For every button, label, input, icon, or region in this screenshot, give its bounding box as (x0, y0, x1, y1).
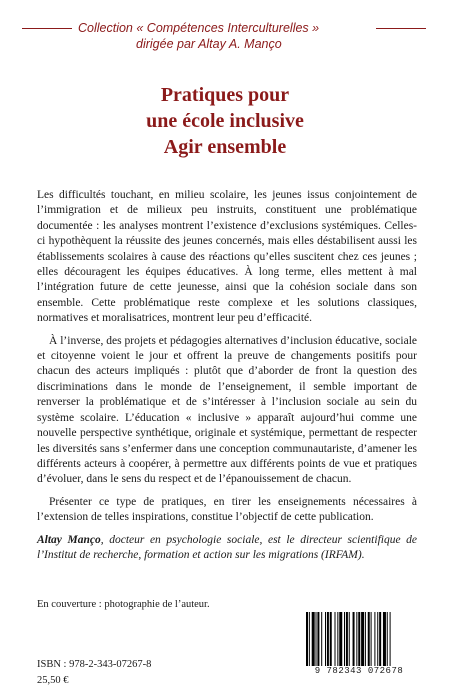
title-line-2: une école inclusive (146, 110, 304, 132)
barcode-bar (312, 612, 315, 666)
barcode-bar (358, 612, 360, 666)
paragraph-1: Les difficultés touchant, en milieu scolaire, les jeunes issus conjointement de l’immigration et de milieux peu instruits, constituent une problématique documentée : les analyses montrent l’existence d’exclusions systémiques. Celles-ci hypothèquent la réussite des jeunes concernés, mais elles déstabilisent aussi les établissements scolaires à cause des réactions qu’elles suscitent chez ces jeunes ; elles découragent les équipes éducatives. À long terme, elles mettent à mal l’intégration future de cette jeunesse, ainsi que la cohésion sociale dans son ensemble. Cette problématique reste complexe et les solutions classiques, normatives et moralisatrices, montrent leur peu d’efficacité. (37, 189, 417, 325)
barcode-bar (316, 612, 317, 666)
barcode-bar (346, 612, 348, 666)
collection-editor: dirigée par Altay A. Manço (136, 37, 282, 51)
barcode-bar (339, 612, 342, 666)
author-description: , docteur en psychologie sociale, est le directeur scientifique de l’Institut de recherche, formation et action sur les migrations (IRFAM). (37, 533, 418, 561)
back-cover-text (37, 188, 417, 570)
barcode-bar (371, 612, 372, 666)
barcode-number: 9 782343 072678 (300, 666, 418, 676)
barcode-bar (361, 612, 364, 666)
paragraph-3: Présenter ce type de pratiques, en tirer les enseignements nécessaires à l’extension de telles inspirations, constitue l’objectif de cette publication. (37, 495, 417, 524)
title-line-3: Agir ensemble (163, 136, 287, 158)
barcode-bar (390, 612, 391, 666)
barcode-bar (327, 612, 329, 666)
barcode-bar (337, 612, 338, 666)
collection-name: Collection « Compétences Interculturelles » (78, 21, 320, 35)
barcode-bar (387, 612, 388, 666)
author-bio (37, 533, 417, 564)
barcode-bar (335, 612, 336, 666)
collection-header (0, 20, 450, 52)
paragraph-2: À l’inverse, des projets et pédagogies alternatives d’inclusion éducative, sociale et citoyenne voient le jour et offrent la preuve de changements positifs pour chacun des acteurs impliqués : plutôt que d’aborder de front la question des discriminations dans le monde de l’enseignement, il semble important de renverser la problématique et de s’intéresser à l’inclusion sociale au sein du système scolaire. L’éducation « inclusive » apparaît aujourd’hui comme une nouvelle perspective synthétique, originale et systémique, permettant de respecter les diversités sans s’enfermer dans une conception communautariste, d’amener les différents acteurs à coopérer, à permettre aux différents points de vue et pratiques d’évoluer, dans le sens du respect et de l’épanouissement de chacun. (37, 334, 417, 486)
price: 25,50 € (37, 675, 69, 686)
barcode-bar (374, 612, 375, 666)
barcode-bar (383, 612, 386, 666)
barcode-bar (325, 612, 326, 666)
barcode-bar (344, 612, 345, 666)
barcode-bar (356, 612, 357, 666)
barcode-bar (321, 612, 322, 666)
barcode-bar (377, 612, 378, 666)
author-name: Altay Manço (37, 533, 101, 546)
barcode-bar (349, 612, 350, 666)
barcode-bar (309, 612, 310, 666)
barcode-bar (306, 612, 308, 666)
book-title (0, 82, 450, 160)
barcode-bar (330, 612, 332, 666)
barcode-bar (379, 612, 381, 666)
isbn: ISBN : 978-2-343-07267-8 (37, 659, 152, 670)
barcode-bar (365, 612, 366, 666)
title-line-1: Pratiques pour (160, 84, 290, 106)
barcode-bars (300, 610, 418, 668)
barcode-bar (353, 612, 355, 666)
barcode-bar (368, 612, 370, 666)
barcode-bar (317, 612, 319, 666)
cover-credit: En couverture : photographie de l’auteur. (37, 599, 210, 610)
